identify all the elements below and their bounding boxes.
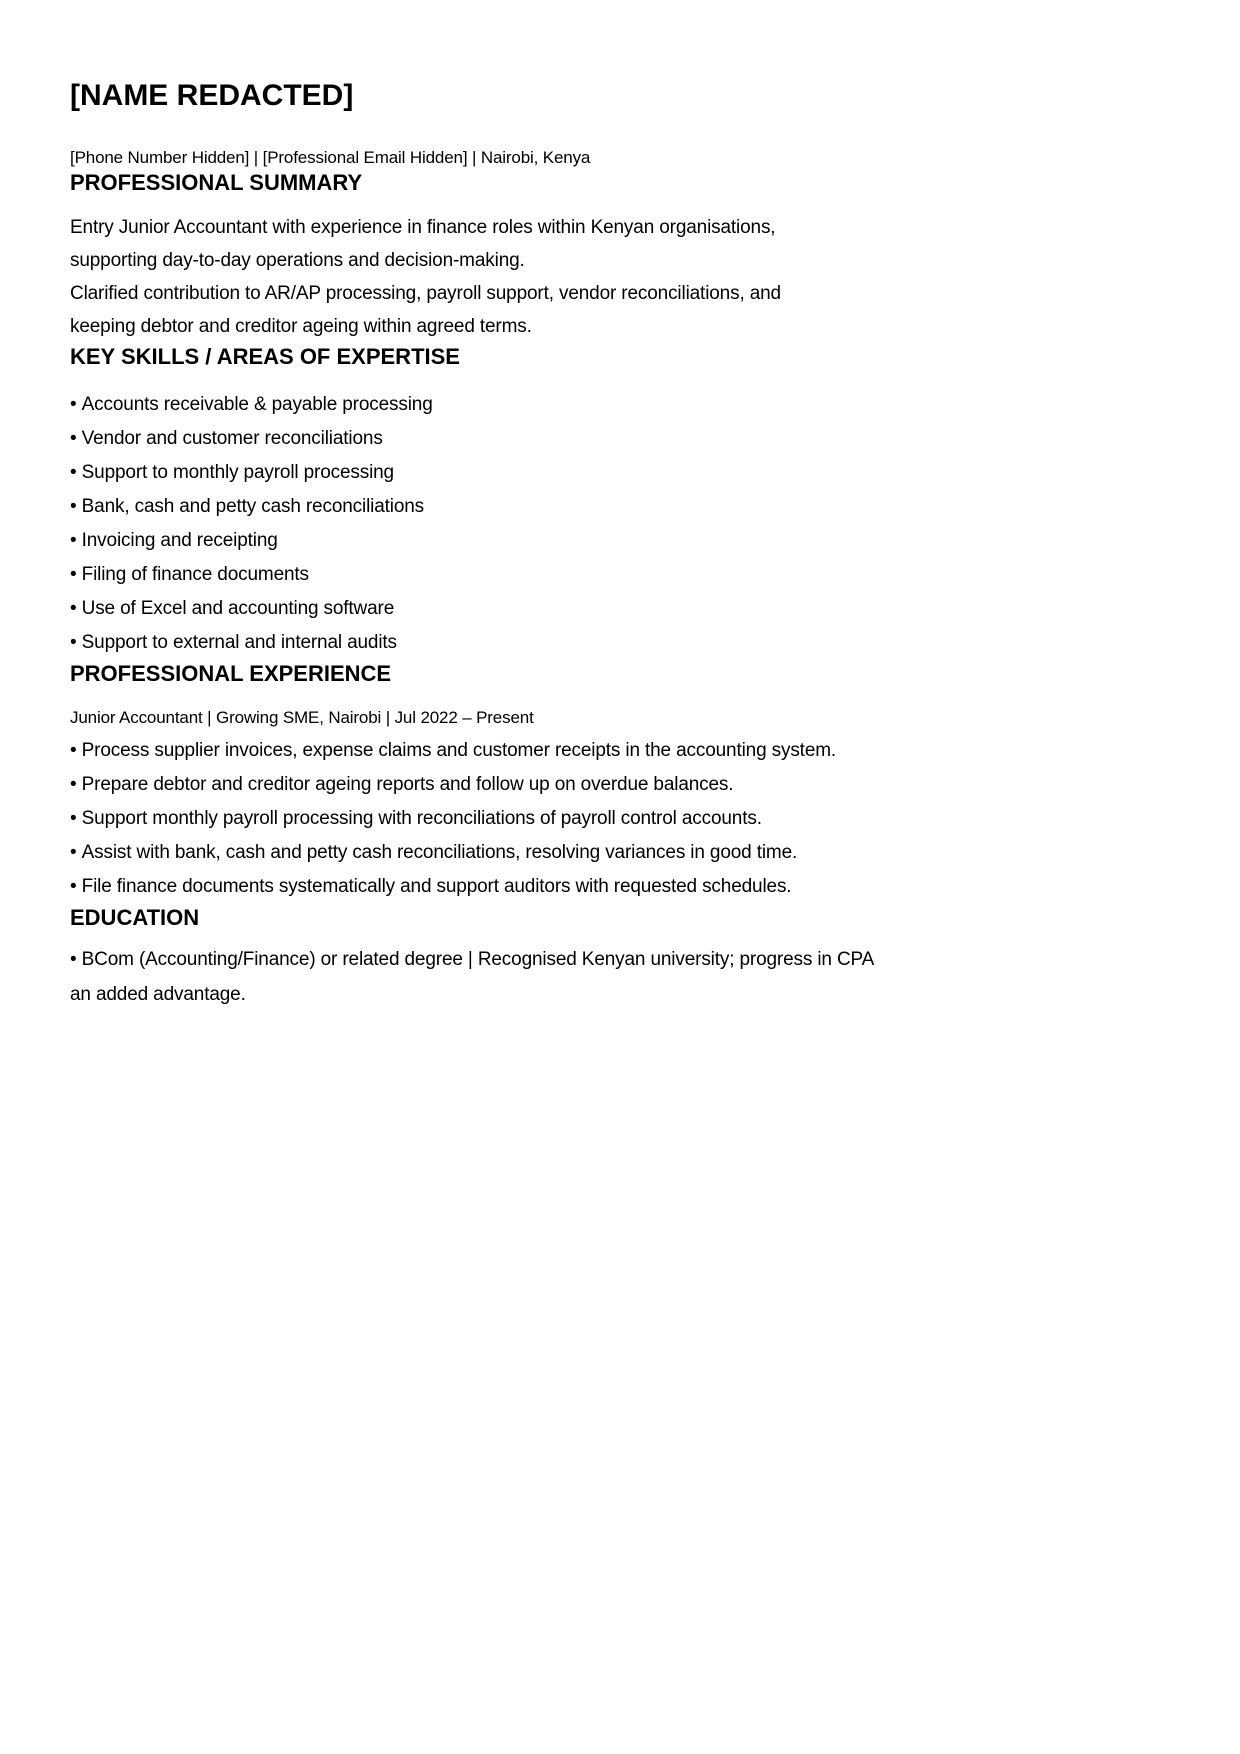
- skill-item: • Support to external and internal audits: [70, 626, 1170, 660]
- candidate-name: [NAME REDACTED]: [70, 79, 354, 112]
- skill-item: • Use of Excel and accounting software: [70, 592, 1170, 626]
- skill-item: • Vendor and customer reconciliations: [70, 422, 1170, 456]
- summary-line: keeping debtor and creditor ageing within agreed terms.: [70, 316, 532, 337]
- contact-line: [Phone Number Hidden] | [Professional Email Hidden] | Nairobi, Kenya: [70, 148, 591, 167]
- experience-item: • Prepare debtor and creditor ageing reports and follow up on overdue balances.: [70, 768, 1170, 802]
- skill-item: • Filing of finance documents: [70, 558, 1170, 592]
- experience-item: • Support monthly payroll processing with reconciliations of payroll control accounts.: [70, 802, 1170, 836]
- key-skills-list: [70, 388, 1170, 660]
- section-heading-professional-experience: PROFESSIONAL EXPERIENCE: [70, 661, 392, 686]
- section-heading-professional-summary: PROFESSIONAL SUMMARY: [70, 170, 363, 195]
- skill-item: • Invoicing and receipting: [70, 524, 1170, 558]
- section-heading-education: EDUCATION: [70, 905, 200, 930]
- experience-item: • Assist with bank, cash and petty cash reconciliations, resolving variances in good time.: [70, 836, 1170, 870]
- summary-line: Clarified contribution to AR/AP processing, payroll support, vendor reconciliations, and: [70, 283, 781, 304]
- experience-item: • Process supplier invoices, expense claims and customer receipts in the accounting system.: [70, 734, 1170, 768]
- skill-item: • Bank, cash and petty cash reconciliations: [70, 490, 1170, 524]
- skill-item: • Accounts receivable & payable processing: [70, 388, 1170, 422]
- education-line: • BCom (Accounting/Finance) or related degree | Recognised Kenyan university; progress in CPA: [70, 942, 1170, 977]
- professional-summary-paragraph: [70, 211, 1170, 343]
- summary-line: Entry Junior Accountant with experience in finance roles within Kenyan organisations,: [70, 217, 776, 238]
- section-heading-key-skills: KEY SKILLS / AREAS OF EXPERTISE: [70, 344, 460, 369]
- skill-item: • Support to monthly payroll processing: [70, 456, 1170, 490]
- education-line: an added advantage.: [70, 984, 246, 1005]
- experience-duties-list: [70, 734, 1170, 904]
- summary-line: supporting day-to-day operations and decision-making.: [70, 250, 525, 271]
- experience-item: • File finance documents systematically and support auditors with requested schedules.: [70, 870, 1170, 904]
- education-item: [70, 942, 1170, 1012]
- experience-role-line: Junior Accountant | Growing SME, Nairobi | Jul 2022 – Present: [70, 708, 534, 727]
